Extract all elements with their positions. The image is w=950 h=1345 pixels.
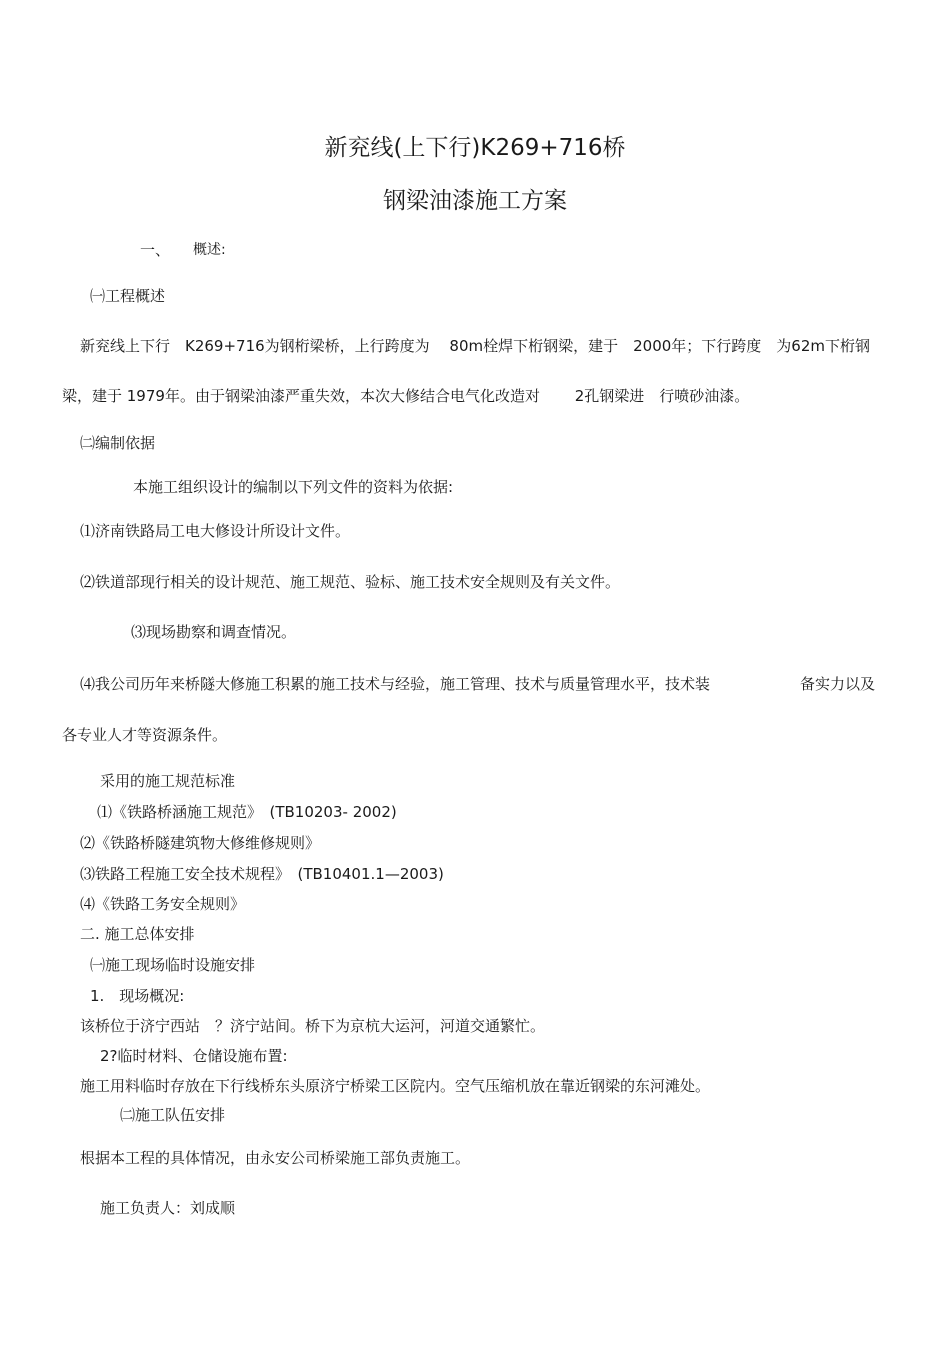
subsection-heading: ㈡施工队伍安排 xyxy=(120,1106,226,1124)
paragraph-line: 该桥位于济宁西站 ？济宁站间。桥下为京杭大运河，河道交通繁忙。 xyxy=(80,1017,546,1035)
list-item: 备实力以及 xyxy=(800,675,876,693)
paragraph-line: 新兖线上下行 K269+716为钢桁梁桥，上行跨度为 80m栓焊下桁钢梁，建于 2000年；下行跨度 为62m下桁钢 xyxy=(80,337,871,355)
section-number: 一、 xyxy=(140,241,171,259)
list-item: 各专业人才等资源条件。 xyxy=(62,726,228,744)
list-item: ⑷《铁路工务安全规则》 xyxy=(80,895,246,913)
subsection-heading: ㈠工程概述 xyxy=(90,287,166,305)
section-heading: 概述: xyxy=(193,242,226,258)
paragraph-line: 施工负责人：刘成顺 xyxy=(100,1199,236,1217)
list-item: ⑵《铁路桥隧建筑物大修维修规则》 xyxy=(80,834,321,852)
list-item: ⑴《铁路桥涵施工规范》 (TB10203- 2002) xyxy=(97,803,397,821)
paragraph-line: 梁，建于 1979年。由于钢梁油漆严重失效，本次大修结合电气化改造对 2孔钢梁进 行喷砂油漆。 xyxy=(62,387,750,405)
list-item: ⑶铁路工程施工安全技术规程》 (TB10401.1—2003) xyxy=(80,865,444,883)
list-item: ⑵铁道部现行相关的设计规范、施工规范、验标、施工技术安全规则及有关文件。 xyxy=(80,573,621,591)
list-item: ⑷我公司历年来桥隧大修施工积累的施工技术与经验，施工管理、技术与质量管理水平，技术装 xyxy=(80,675,711,693)
list-item: ⑴济南铁路局工电大修设计所设计文件。 xyxy=(80,522,351,540)
subsection-heading: 采用的施工规范标准 xyxy=(100,772,236,790)
paragraph-line: 根据本工程的具体情况，由永安公司桥梁施工部负责施工。 xyxy=(80,1149,471,1167)
subsection-heading: ㈡编制依据 xyxy=(80,434,156,452)
item-heading: 2?临时材料、仓储设施布置: xyxy=(100,1047,288,1065)
subsection-heading: ㈠施工现场临时设施安排 xyxy=(90,956,256,974)
section-heading: 二. 施工总体安排 xyxy=(80,925,195,943)
paragraph-line: 本施工组织设计的编制以下列文件的资料为依据: xyxy=(133,478,454,496)
paragraph-line: 施工用料临时存放在下行线桥东头原济宁桥梁工区院内。空气压缩机放在靠近钢梁的东河滩处。 xyxy=(80,1077,711,1095)
list-item: ⑶现场勘察和调查情况。 xyxy=(131,623,297,641)
document-title: 新兖线(上下行)K269+716桥 xyxy=(324,135,626,161)
item-heading: 1. 现场概况: xyxy=(90,987,185,1005)
document-subtitle: 钢梁油漆施工方案 xyxy=(383,188,567,214)
